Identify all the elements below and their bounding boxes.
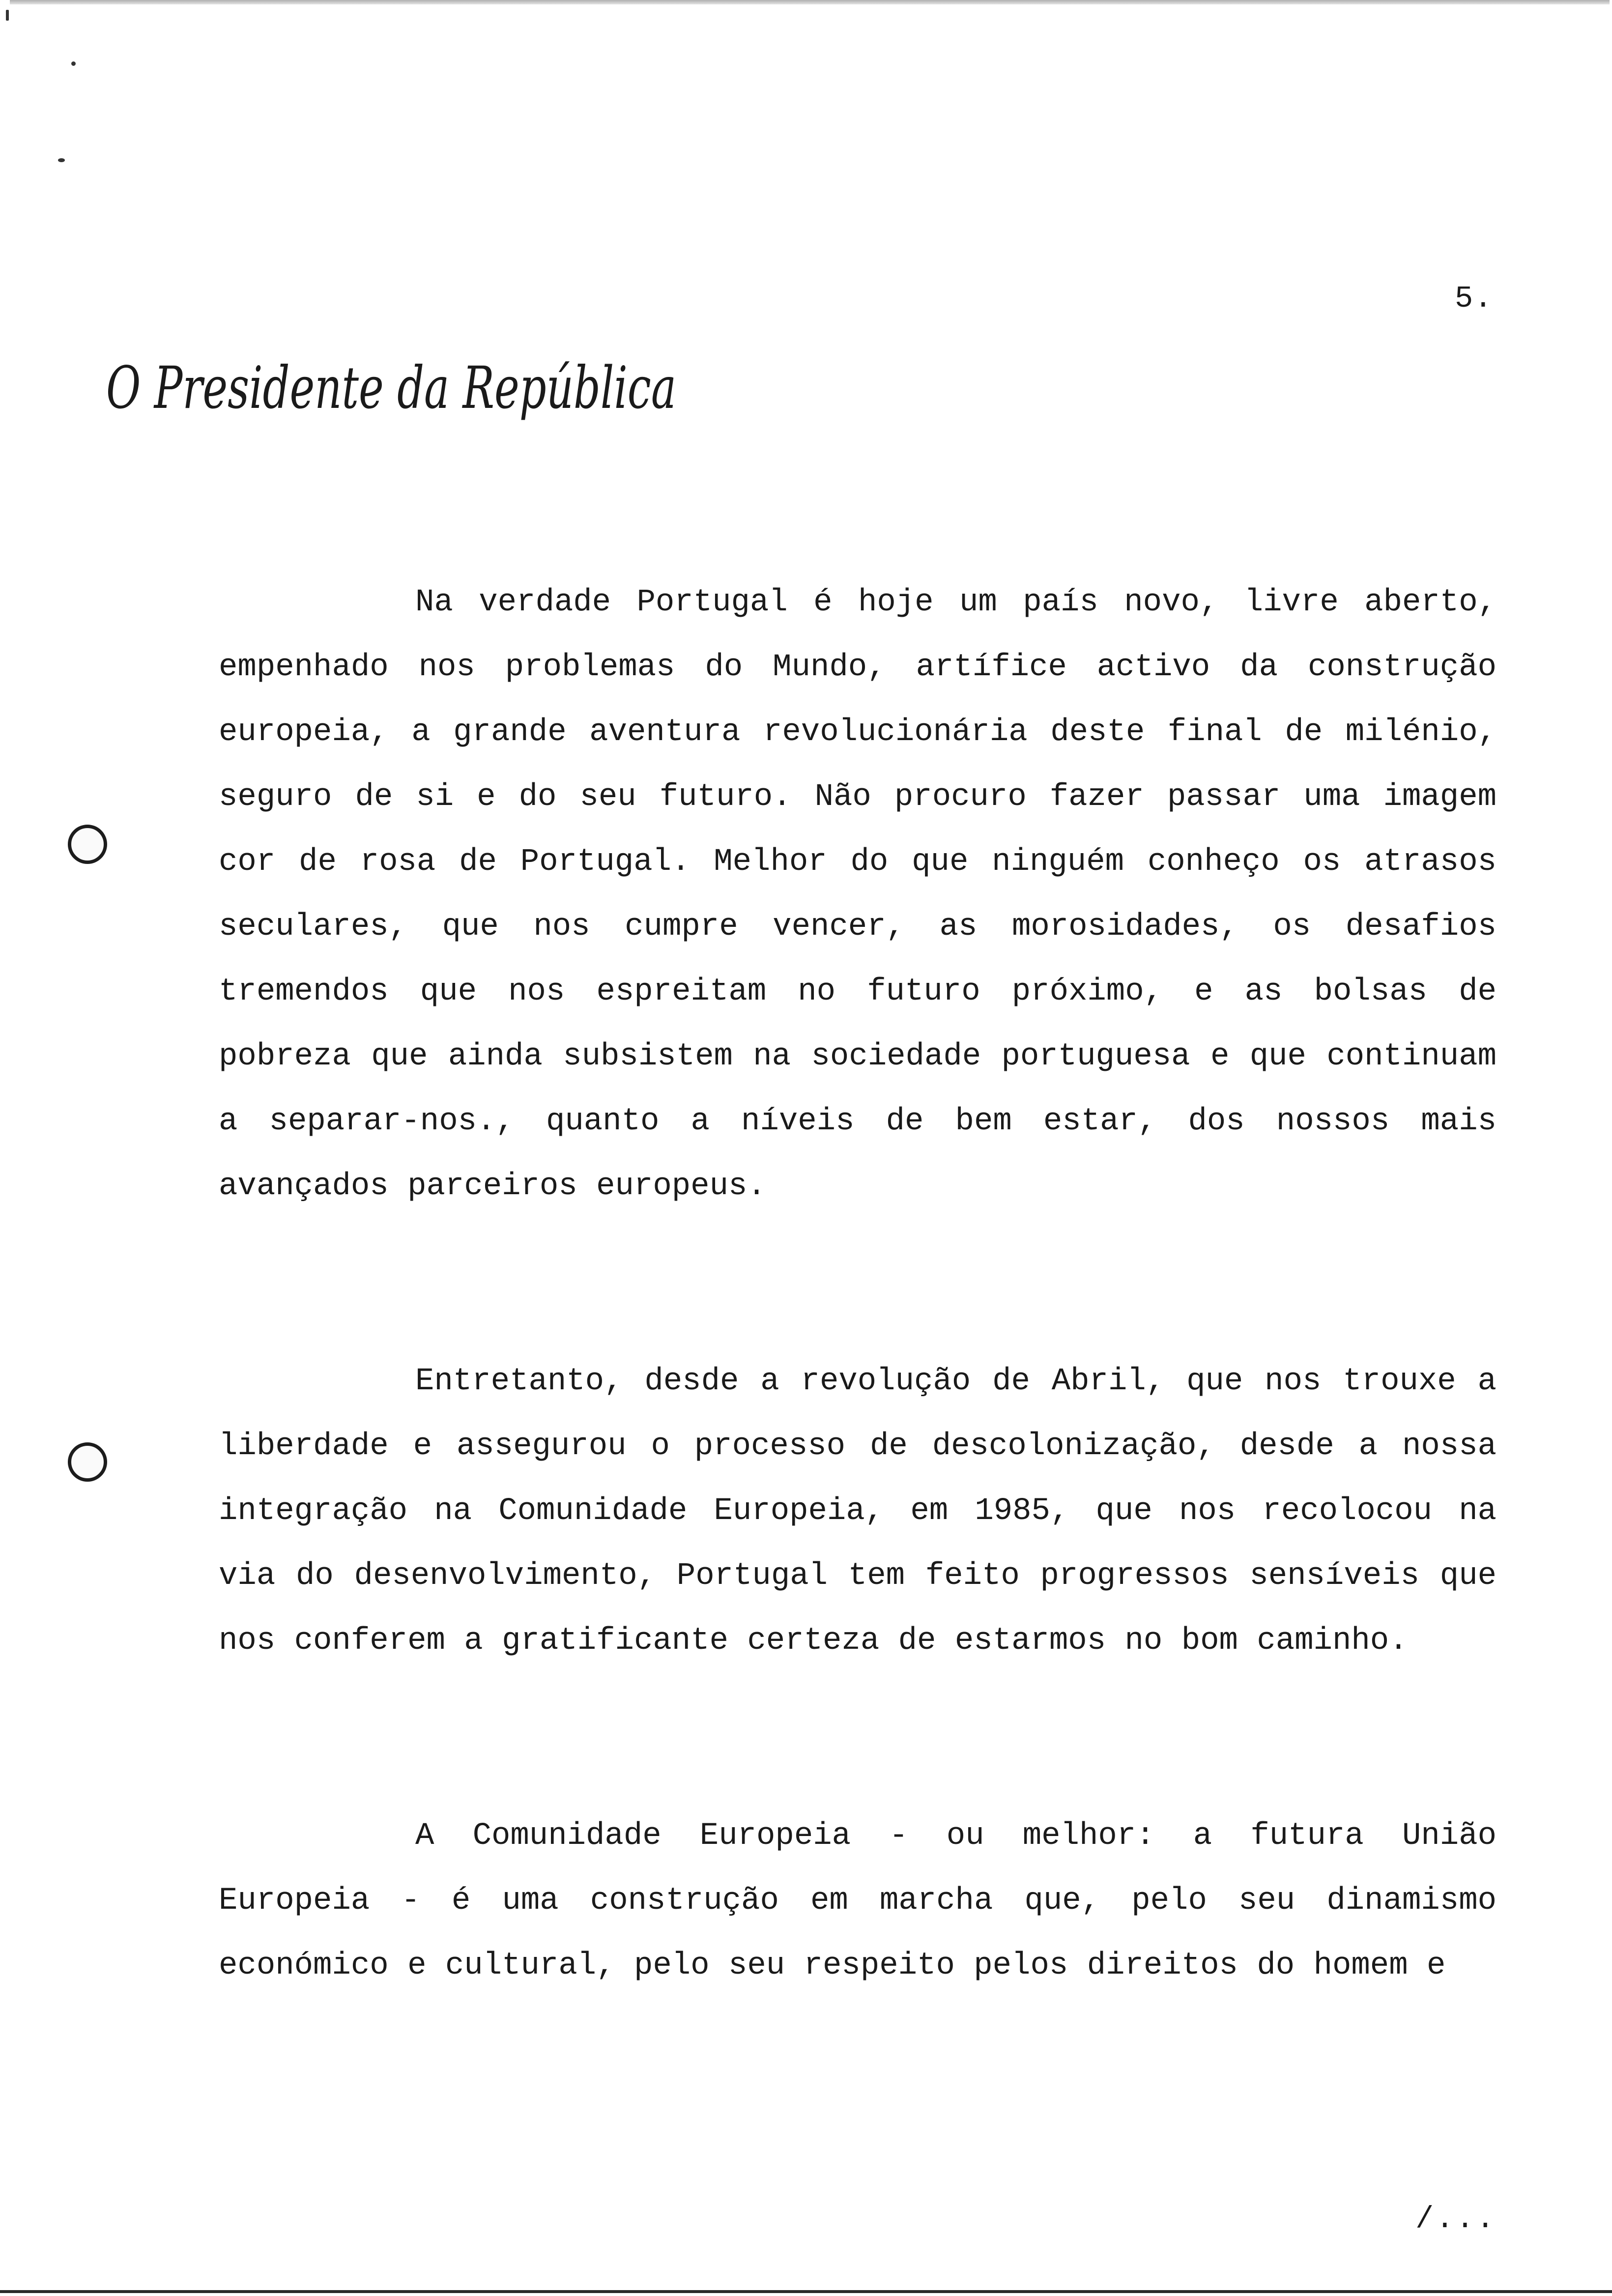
scan-speck xyxy=(58,158,65,162)
body-text xyxy=(219,570,1497,1998)
paragraph: A Comunidade Europeia - ou melhor: a futura União Europeia - é uma construção em marcha que, pelo seu dinamismo económico e cultural, pelo seu respeito pelos direitos do homem e xyxy=(219,1818,1497,1983)
paragraph: Na verdade Portugal é hoje um país novo, livre aberto, empenhado nos problemas do Mundo, artífice activo da construção europeia, a grande aventura revolucionária deste final de milénio, seguro de si e do seu futuro. Não procuro fazer passar uma imagem cor de rosa de Portugal. Melhor do que ninguém conheço os atrasos seculares, que nos cumpre vencer, as morosidades, os desafios tremendos que nos espreitam no futuro próximo, e as bolsas de pobreza que ainda subsistem na sociedade portuguesa e que continuam a separar-nos., quanto a níveis de bem estar, dos nossos mais avançados parceiros europeus. xyxy=(219,585,1497,1204)
scan-speck xyxy=(71,61,76,66)
continuation-mark: /... xyxy=(1415,2202,1497,2237)
paragraph-spacer xyxy=(219,1673,1497,1804)
letterhead xyxy=(102,339,682,437)
scan-top-edge xyxy=(10,0,1610,4)
paragraph: Entretanto, desde a revolução de Abril, que nos trouxe a liberdade e assegurou o processo de descolonização, desde a nossa integração na Comunidade Europeia, em 1985, que nos recolocou na via do desenvolvimento, Portugal tem feito progressos sensíveis que nos conferem a gratificante certeza de estarmos no bom caminho. xyxy=(219,1364,1497,1659)
paragraph-spacer xyxy=(219,1219,1497,1349)
letterhead-text: O Presidente da República xyxy=(106,354,676,422)
punch-hole xyxy=(68,1442,107,1482)
page-number: 5. xyxy=(1455,281,1494,316)
scan-bottom-edge xyxy=(0,2290,1612,2293)
punch-hole xyxy=(68,825,107,864)
scan-speck xyxy=(6,10,9,21)
letterhead-script-logo xyxy=(102,339,682,437)
